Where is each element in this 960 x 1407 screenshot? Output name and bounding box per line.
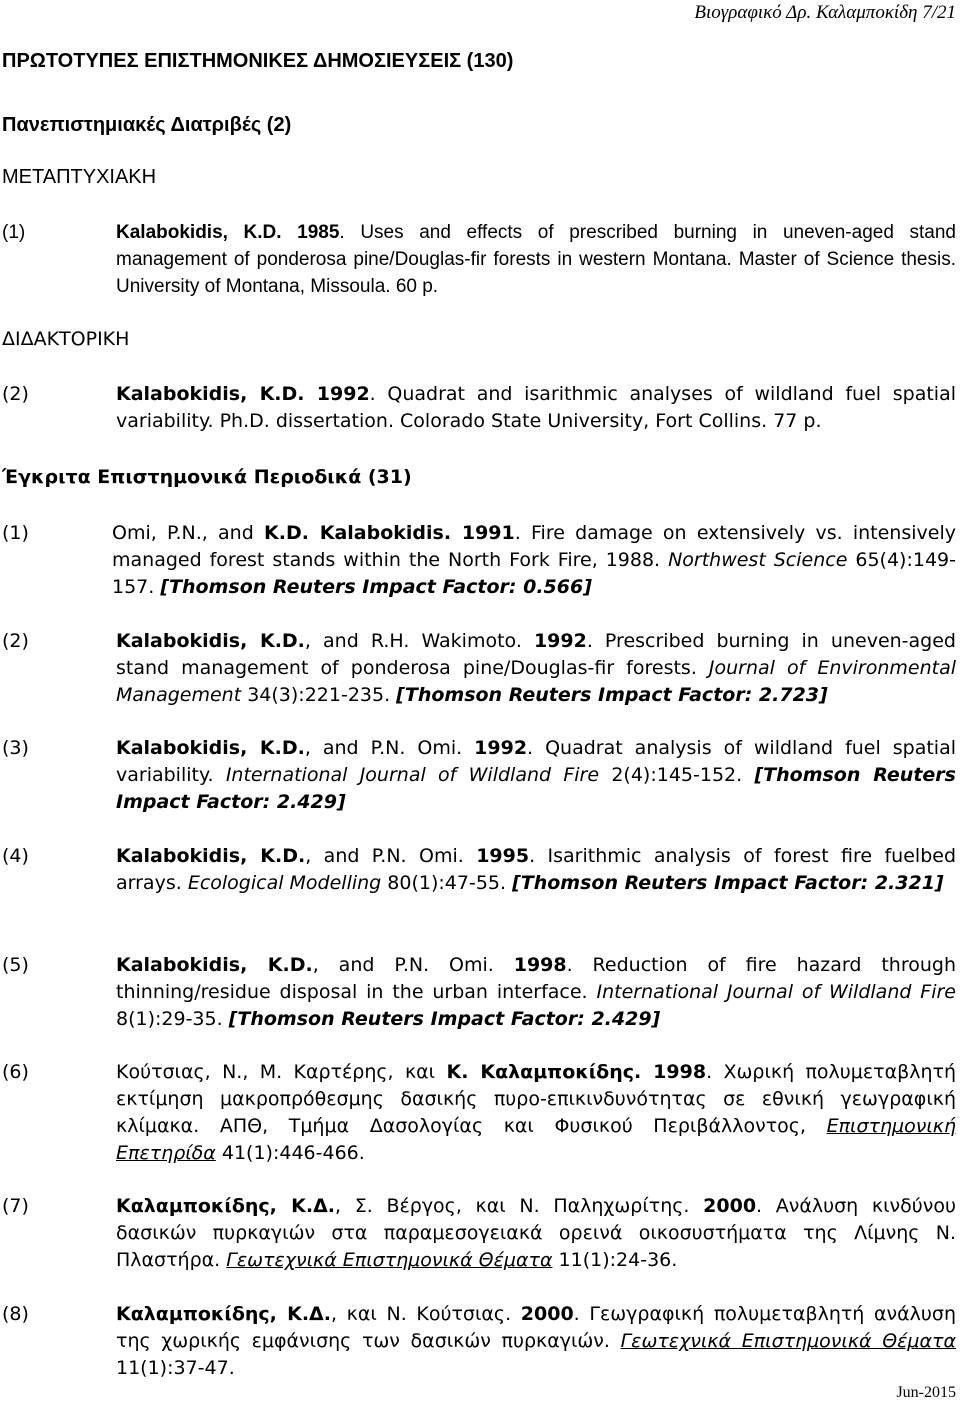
entry-body xyxy=(116,628,956,709)
entry-body xyxy=(116,381,956,435)
journal-name: International Journal of Wildland Fire xyxy=(596,981,956,1003)
coauthors: Κούτσιας, Ν., Μ. Καρτέρης, και xyxy=(116,1061,447,1083)
title: . Fire damage on extensively vs. intensively managed forest stands within the North Fork Fire, 1988. xyxy=(112,522,956,571)
coauthors: Omi, P.N., and xyxy=(112,522,265,544)
coauthors: , και Ν. Κούτσιας. xyxy=(330,1303,521,1325)
thesis-entry xyxy=(0,219,956,300)
entry-number: (1) xyxy=(2,222,26,243)
journal-name: Northwest Science xyxy=(668,549,848,571)
journal-name: International Journal of Wildland Fire xyxy=(225,764,600,786)
year: 2000 xyxy=(703,1195,757,1217)
section-heading-publications: ΠΡΩΤΟΤΥΠΕΣ ΕΠΙΣΤΗΜΟΝΙΚΕΣ ΔΗΜΟΣΙΕΥΣΕΙΣ (130) xyxy=(2,50,514,72)
title: . Quadrat analysis of wildland fuel spatial variability. xyxy=(116,737,957,786)
journal-entry xyxy=(0,520,956,601)
subsection-heading-theses: Πανεπιστημιακές Διατριβές (2) xyxy=(2,114,292,136)
impact-factor: [Thomson Reuters Impact Factor: 2.429] xyxy=(228,1008,661,1030)
entry-body xyxy=(112,520,956,601)
journal-name: Γεωτεχνικά Επιστημονικά Θέματα xyxy=(620,1330,956,1352)
entry-body xyxy=(116,219,956,300)
phd-heading: ΔΙΔΑΚΤΟΡΙΚΗ xyxy=(2,328,130,350)
author: Kalabokidis, K.D. xyxy=(116,954,313,976)
thesis-entry xyxy=(0,381,956,435)
journal-entry xyxy=(0,843,956,897)
title: . Ανάλυση κινδύνου δασικών πυρκαγιών στα παραμεσογειακά ορεινά οικοσυστήματα της Λίμνης Ν. Πλαστήρα. xyxy=(116,1195,956,1271)
entry-body xyxy=(116,952,956,1033)
coauthors: , and P.N. Omi. xyxy=(305,845,477,867)
entry-text: . Uses and effects of prescribed burning in uneven-aged stand management of ponderosa pine/Douglas-fir forests in western Montana. Master of Science thesis. University of Montana, Missoula. 60 p. xyxy=(116,222,956,297)
author: Καλαμποκίδης, Κ.Δ. xyxy=(116,1303,331,1325)
year: 1992 xyxy=(474,737,528,759)
author: Kalabokidis, K.D. xyxy=(116,845,306,867)
coauthors: , Σ. Βέργος, και Ν. Παληχωρίτης. xyxy=(335,1195,704,1217)
year: 1992 xyxy=(533,630,587,652)
coauthors: , and R.H. Wakimoto. xyxy=(304,630,534,652)
volume-pages: 34(3):221-235. xyxy=(241,684,397,706)
entry-number: (5) xyxy=(2,954,29,976)
year: 1995 xyxy=(476,845,530,867)
impact-factor: [Thomson Reuters Impact Factor: 0.566] xyxy=(160,576,592,598)
journal-entry xyxy=(0,1193,956,1274)
entry-body xyxy=(116,1059,956,1167)
entry-number: (6) xyxy=(2,1061,29,1083)
year: 2000 xyxy=(520,1303,574,1325)
journal-entry xyxy=(0,735,956,816)
subsection-heading-journals: Έγκριτα Επιστημονικά Περιοδικά (31) xyxy=(2,466,412,488)
entry-number: (4) xyxy=(2,845,29,867)
year: . 1998 xyxy=(634,1061,707,1083)
entry-body xyxy=(116,735,956,816)
entry-body xyxy=(116,1301,956,1382)
volume-pages: 11(1):24-36. xyxy=(552,1249,678,1271)
author: Kalabokidis, K.D. xyxy=(116,737,305,759)
journal-name: Ecological Modelling xyxy=(187,872,382,894)
page-header: Βιογραφικό Δρ. Καλαμποκίδη 7/21 xyxy=(694,2,956,23)
entry-number: (3) xyxy=(2,737,29,759)
volume-pages: 8(1):29-35. xyxy=(116,1008,229,1030)
entry-number: (8) xyxy=(2,1303,29,1325)
author: Kalabokidis, K.D. 1992 xyxy=(116,383,370,405)
impact-factor: [Thomson Reuters Impact Factor: 2.429] xyxy=(116,764,956,813)
title: . Γεωγραφική πολυμεταβλητή ανάλυση της χωρικής εμφάνισης των δασικών πυρκαγιών. xyxy=(116,1303,956,1352)
entry-number: (2) xyxy=(2,630,29,652)
volume-pages: 80(1):47-55. xyxy=(381,872,513,894)
entry-body xyxy=(116,1193,956,1274)
journal-entry xyxy=(0,628,956,709)
journal-name: Γεωτεχνικά Επιστημονικά Θέματα xyxy=(226,1249,553,1271)
author: K.D. Kalabokidis xyxy=(264,522,444,544)
author: Kalabokidis, K.D. xyxy=(116,630,305,652)
title: . Χωρική πολυμεταβλητή εκτίμηση μακροπρόθεσμης δασικής πυρο-επικινδυνότητας σε εθνική γεωγραφική κλίμακα. ΑΠΘ, Τμήμα Δασολογίας και Φυσικού Περιβάλλοντος, xyxy=(116,1061,957,1137)
volume-pages: 65(4):149-157. xyxy=(112,549,956,598)
journal-entry xyxy=(0,1301,956,1382)
volume-pages: 41(1):446-466. xyxy=(215,1142,365,1164)
volume-pages: 2(4):145-152. xyxy=(599,764,755,786)
author: Καλαμποκίδης, Κ.Δ. xyxy=(116,1195,335,1217)
impact-factor: [Thomson Reuters Impact Factor: 2.723] xyxy=(396,684,828,706)
entry-text: . Quadrat and isarithmic analyses of wildland fuel spatial variability. Ph.D. dissertation. Colorado State University, Fort Collins. 77 p. xyxy=(116,383,956,432)
year: . 1991 xyxy=(443,522,515,544)
journal-name: Επιστημονική Επετηρίδα xyxy=(116,1115,956,1164)
page-footer-date: Jun-2015 xyxy=(896,1384,956,1401)
impact-factor: [Thomson Reuters Impact Factor: 2.321] xyxy=(512,872,944,894)
entry-number: (2) xyxy=(2,383,29,405)
entry-body xyxy=(116,843,956,897)
masters-heading: ΜΕΤΑΠΤΥΧΙΑΚΗ xyxy=(2,166,157,188)
year: 1998 xyxy=(513,954,567,976)
entry-number: (1) xyxy=(2,522,29,544)
author: Κ. Καλαμποκίδης xyxy=(446,1061,635,1083)
volume-pages: 11(1):37-47. xyxy=(116,1357,235,1379)
title: . Isarithmic analysis of forest fire fuelbed arrays. xyxy=(116,845,957,894)
author: Kalabokidis, K.D. 1985 xyxy=(116,222,340,243)
coauthors: , and P.N. Omi. xyxy=(304,737,475,759)
title: . Reduction of fire hazard through thinning/residue disposal in the urban interface. xyxy=(116,954,957,1003)
journal-entry xyxy=(0,952,956,1033)
title: . Prescribed burning in uneven-aged stand management of ponderosa pine/Douglas-fir forests. xyxy=(116,630,956,679)
journal-entry xyxy=(0,1059,956,1167)
journal-name: Journal of Environmental Management xyxy=(116,657,956,706)
entry-number: (7) xyxy=(2,1195,29,1217)
coauthors: , and P.N. Omi. xyxy=(312,954,514,976)
